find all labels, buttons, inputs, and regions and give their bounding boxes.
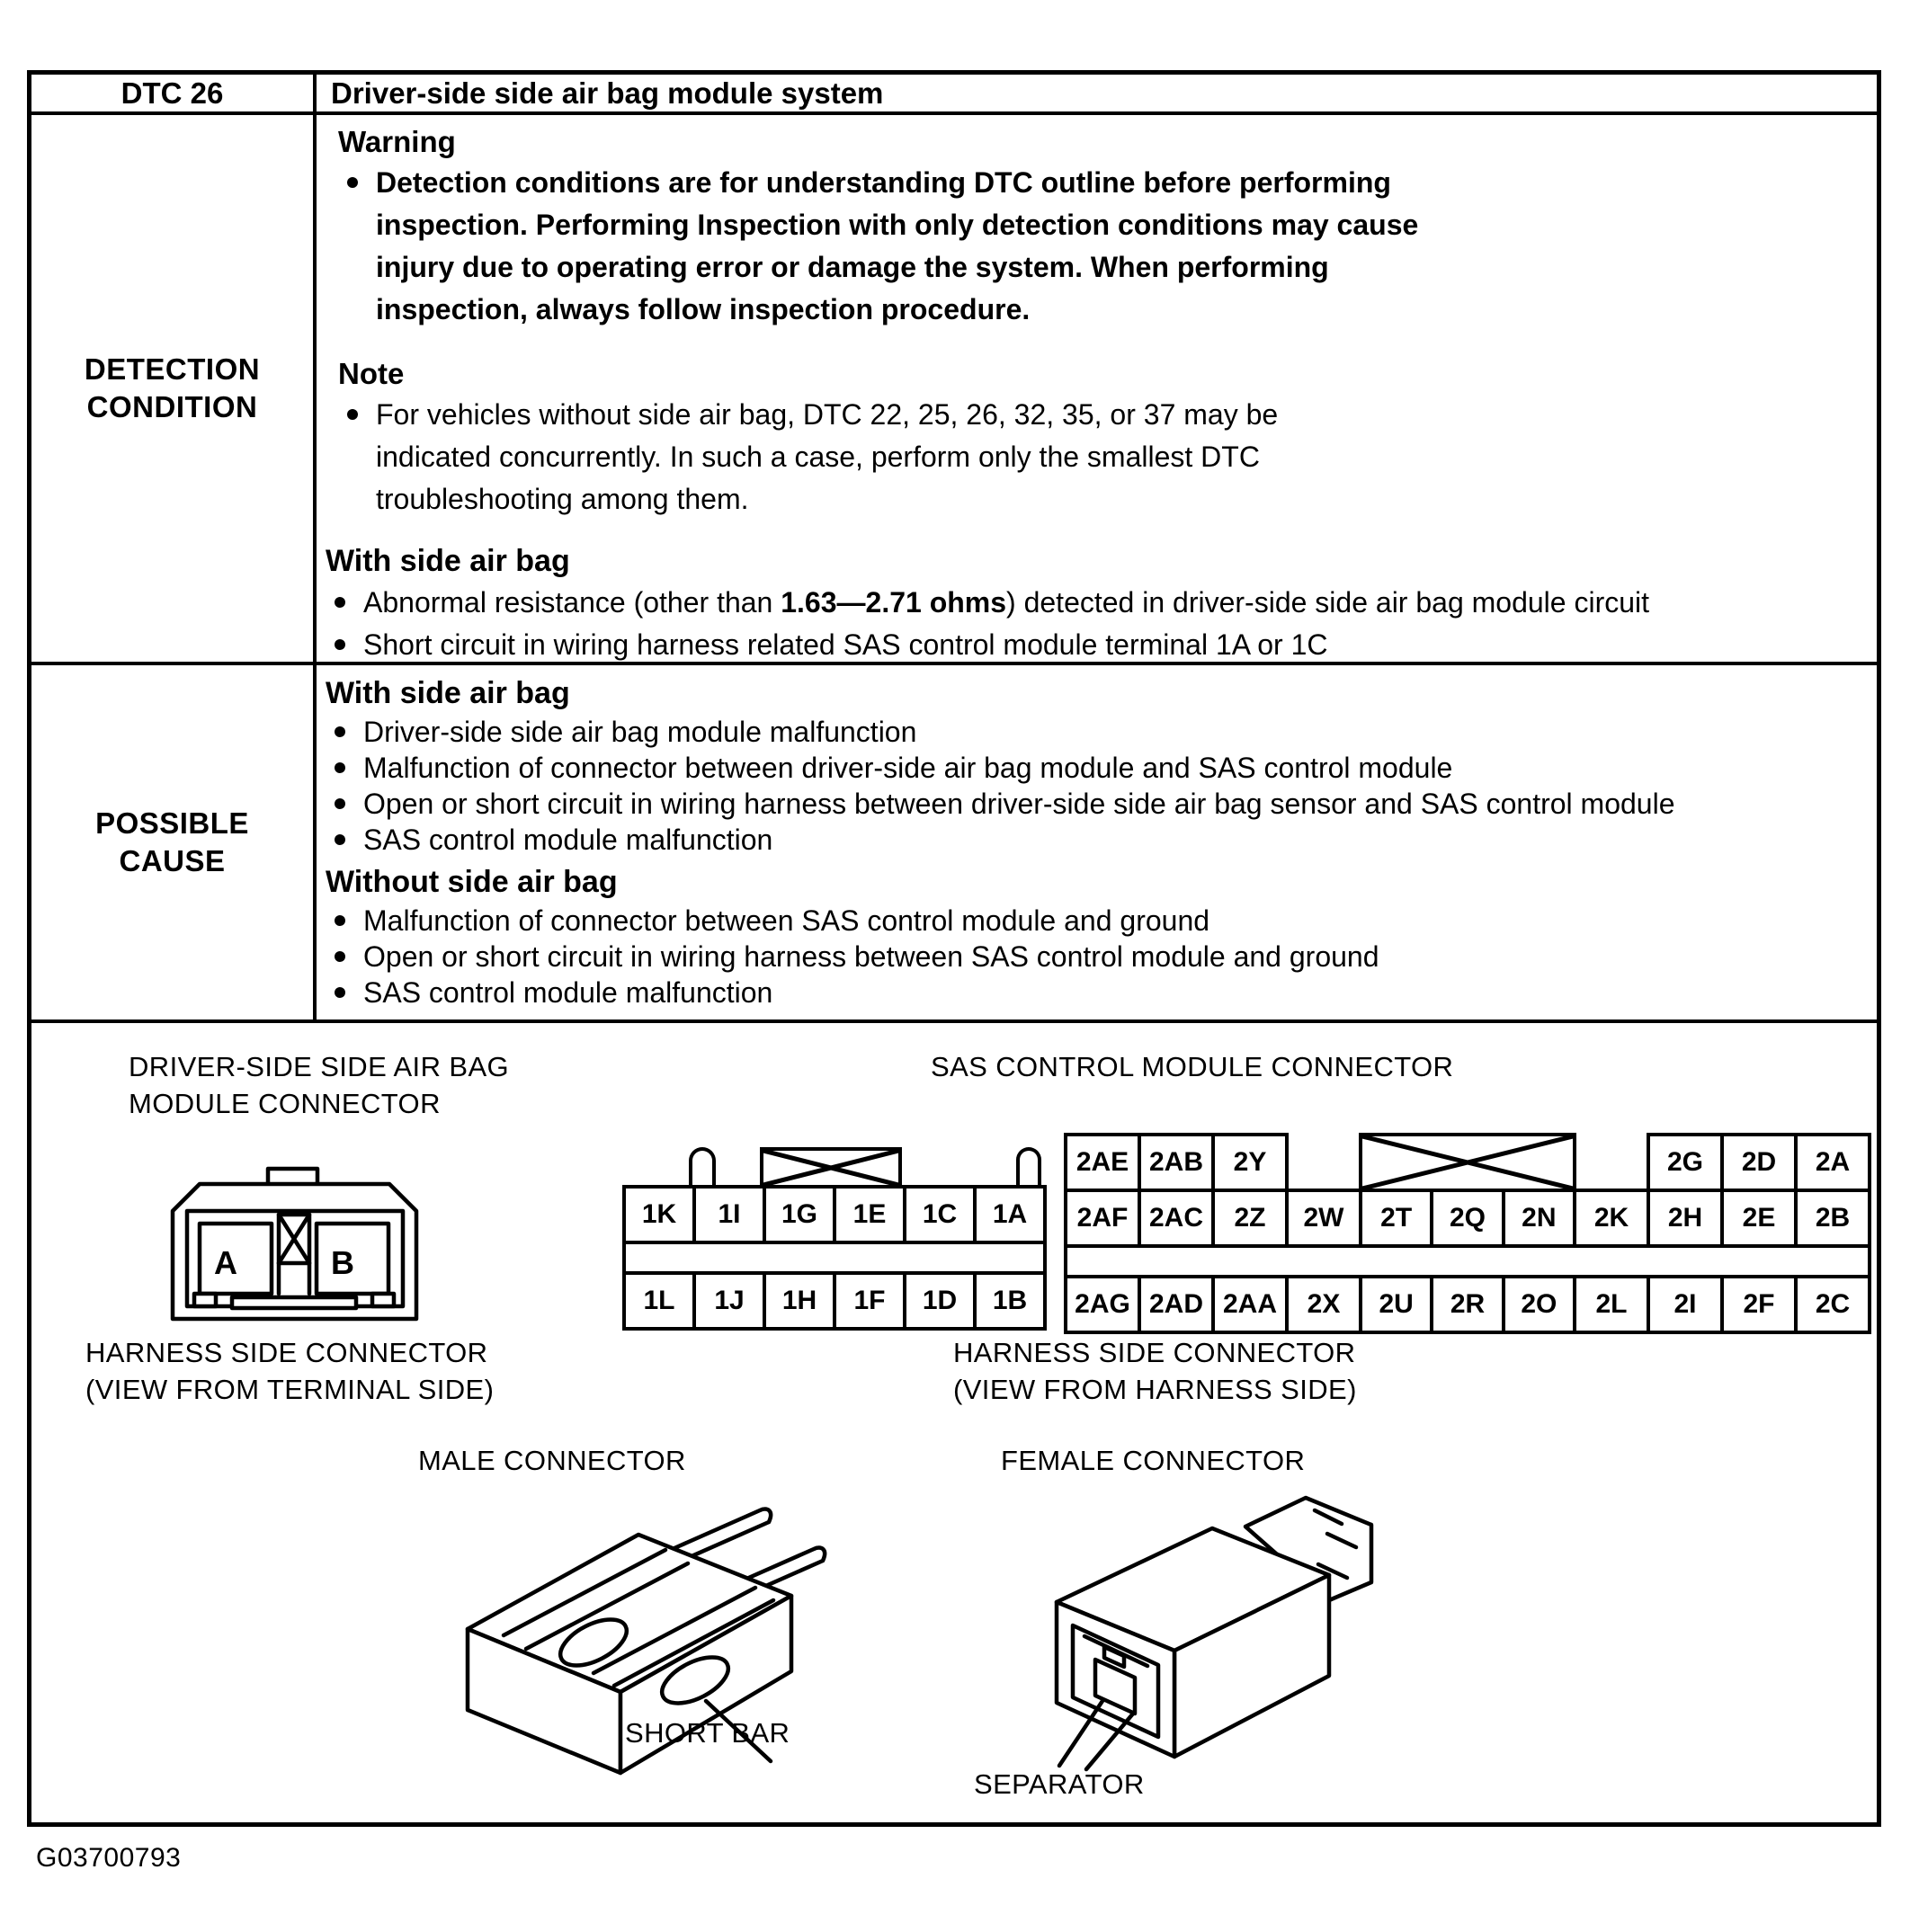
pin-cell: 2W xyxy=(1287,1190,1361,1246)
cause-bullet: SAS control module malfunction xyxy=(326,975,1864,1011)
male-connector-title: MALE CONNECTOR xyxy=(418,1445,686,1476)
blocked-slot xyxy=(760,1147,902,1185)
cause-bullet: Malfunction of connector between SAS control module and ground xyxy=(326,903,1864,939)
connector-gap-band xyxy=(1066,1246,1870,1277)
pin-cell: 2T xyxy=(1361,1190,1432,1246)
warning-bullet: Detection conditions are for understanding DTC outline before performing inspection. Performing Inspection with only detection conditions may cause injury due to operating error or damage the system. When performing inspection, always follow inspection procedure. xyxy=(338,162,1864,331)
pin-cell: 2R xyxy=(1432,1277,1503,1332)
possible-cause-row xyxy=(31,665,1877,1023)
pin-grid-1x-table xyxy=(622,1185,1047,1331)
note-heading: Note xyxy=(338,357,405,390)
empty-slot xyxy=(1287,1135,1361,1190)
separator-label: SEPARATOR xyxy=(974,1768,1145,1800)
with-side-air-bag-block xyxy=(326,540,1864,662)
pin-cell: 2U xyxy=(1361,1277,1432,1332)
bullet-dot xyxy=(335,726,345,737)
female-connector-drawing xyxy=(971,1474,1421,1780)
short-bar-pin xyxy=(674,1509,771,1560)
bullet-dot xyxy=(335,987,345,998)
bullet-dot xyxy=(347,409,358,420)
cause-bullet: Driver-side side air bag module malfunction xyxy=(326,714,1864,750)
pin-cell: 2A xyxy=(1796,1135,1870,1190)
pin-cell: 1B xyxy=(975,1273,1045,1329)
pin-b-label: B xyxy=(331,1244,354,1281)
pin-cell: 2E xyxy=(1722,1190,1796,1246)
with-side-air-bag-heading: With side air bag xyxy=(326,544,570,578)
dtc-title: Driver-side side air bag module system xyxy=(331,76,884,110)
pin-cell: 1J xyxy=(694,1273,764,1329)
pin-cell: 2AE xyxy=(1066,1135,1139,1190)
pin-cell: 2F xyxy=(1722,1277,1796,1332)
pin-cell: 2L xyxy=(1575,1277,1648,1332)
dtc-header-row xyxy=(31,75,1877,115)
possible-cause-content xyxy=(317,665,1877,1019)
module-connector-title: DRIVER-SIDE SIDE AIR BAG MODULE CONNECTOR xyxy=(129,1051,510,1119)
connector-diagram-section xyxy=(31,1023,1877,1822)
figure-id: G03700793 xyxy=(36,1843,182,1873)
cause-bullet: Malfunction of connector between driver-side air bag module and SAS control module xyxy=(326,750,1864,786)
cause-bullet: Open or short circuit in wiring harness between SAS control module and ground xyxy=(326,939,1864,975)
pin-cell: 2AA xyxy=(1213,1277,1287,1332)
note-bullet: For vehicles without side air bag, DTC 22, 25, 26, 32, 35, or 37 may be indicated concurrently. In such a case, perform only the smallest DTC troubleshooting among them. xyxy=(338,394,1864,521)
pin-cell: 2K xyxy=(1575,1190,1648,1246)
pin-cell: 2AD xyxy=(1139,1277,1213,1332)
warning-block xyxy=(338,122,1864,331)
pin-cell: 1C xyxy=(905,1187,975,1242)
bullet-dot xyxy=(335,951,345,962)
pin-cell: 1L xyxy=(624,1273,694,1329)
note-block xyxy=(338,354,1864,521)
empty-slot xyxy=(1575,1135,1648,1190)
blocked-slot xyxy=(1361,1135,1575,1190)
pin-cell: 2X xyxy=(1287,1277,1361,1332)
bullet-dot xyxy=(335,762,345,773)
pin-cell: 2D xyxy=(1722,1135,1796,1190)
bullet-dot xyxy=(335,798,345,809)
pin-cell: 2G xyxy=(1648,1135,1722,1190)
module-connector-drawing xyxy=(166,1160,427,1331)
pin-cell: 1A xyxy=(975,1187,1045,1242)
pin-cell: 1F xyxy=(835,1273,905,1329)
bullet-dot xyxy=(335,834,345,845)
sas-connector-caption: HARNESS SIDE CONNECTOR (VIEW FROM HARNESS SIDE) xyxy=(953,1337,1357,1405)
connector-tab xyxy=(1016,1147,1041,1185)
pin-cell: 1G xyxy=(764,1187,835,1242)
pin-cell: 2AC xyxy=(1139,1190,1213,1246)
dtc-table xyxy=(27,70,1881,1827)
pin-cell: 1H xyxy=(764,1273,835,1329)
possible-cause-label: POSSIBLE CAUSE xyxy=(95,806,249,877)
dtc-code: DTC 26 xyxy=(120,76,224,110)
sas-connector-title: SAS CONTROL MODULE CONNECTOR xyxy=(931,1051,1454,1082)
module-connector-caption: HARNESS SIDE CONNECTOR (VIEW FROM TERMINAL SIDE) xyxy=(85,1337,495,1405)
pin-cell: 2C xyxy=(1796,1277,1870,1332)
bullet-dot xyxy=(335,597,345,608)
bullet-dot xyxy=(347,177,358,188)
pin-cell: 1I xyxy=(694,1187,764,1242)
sas-connector-grid-1x xyxy=(622,1147,1047,1331)
sas-connector-grid-2x xyxy=(1064,1133,1871,1334)
possible-cause-label-cell xyxy=(31,665,317,1019)
pin-cell: 1E xyxy=(835,1187,905,1242)
connector-gap-band xyxy=(624,1242,1045,1273)
pin-cell: 2Q xyxy=(1432,1190,1503,1246)
dtc-code-cell xyxy=(31,75,317,111)
pin-cell: 2AG xyxy=(1066,1277,1139,1332)
pin-cell: 2AF xyxy=(1066,1190,1139,1246)
pin-cell: 2B xyxy=(1796,1190,1870,1246)
bullet-dot xyxy=(335,639,345,650)
dtc-title-cell xyxy=(317,75,1877,111)
warning-heading: Warning xyxy=(338,125,456,158)
detection-condition-content xyxy=(317,115,1877,662)
cause-bullet: Open or short circuit in wiring harness between driver-side side air bag sensor and SAS control module xyxy=(326,786,1864,822)
pin-cell: 2Y xyxy=(1213,1135,1287,1190)
pin-cell: 1D xyxy=(905,1273,975,1329)
without-side-air-bag-heading: Without side air bag xyxy=(326,865,618,899)
pin-cell: 2N xyxy=(1504,1190,1575,1246)
detection-condition-label-cell xyxy=(31,115,317,662)
detection-bullet: Abnormal resistance (other than 1.63—2.71 ohms) detected in driver-side side air bag module circuit xyxy=(326,582,1864,624)
detection-bullet: Short circuit in wiring harness related SAS control module terminal 1A or 1C xyxy=(326,624,1864,662)
pin-cell: 1K xyxy=(624,1187,694,1242)
pin-cell: 2Z xyxy=(1213,1190,1287,1246)
pin-cell: 2H xyxy=(1648,1190,1722,1246)
short-bar-label: SHORT BAR xyxy=(625,1717,790,1749)
pin-a-label: A xyxy=(214,1244,237,1281)
cause-bullet: SAS control module malfunction xyxy=(326,822,1864,858)
connector-tab xyxy=(689,1147,716,1185)
pin-cell: 2AB xyxy=(1139,1135,1213,1190)
bullet-dot xyxy=(335,915,345,926)
detection-condition-row xyxy=(31,115,1877,665)
female-connector-title: FEMALE CONNECTOR xyxy=(1001,1445,1306,1476)
detection-condition-label: DETECTION CONDITION xyxy=(84,352,261,423)
with-side-air-bag-heading: With side air bag xyxy=(326,676,570,710)
pin-cell: 2I xyxy=(1648,1277,1722,1332)
pin-cell: 2O xyxy=(1504,1277,1575,1332)
